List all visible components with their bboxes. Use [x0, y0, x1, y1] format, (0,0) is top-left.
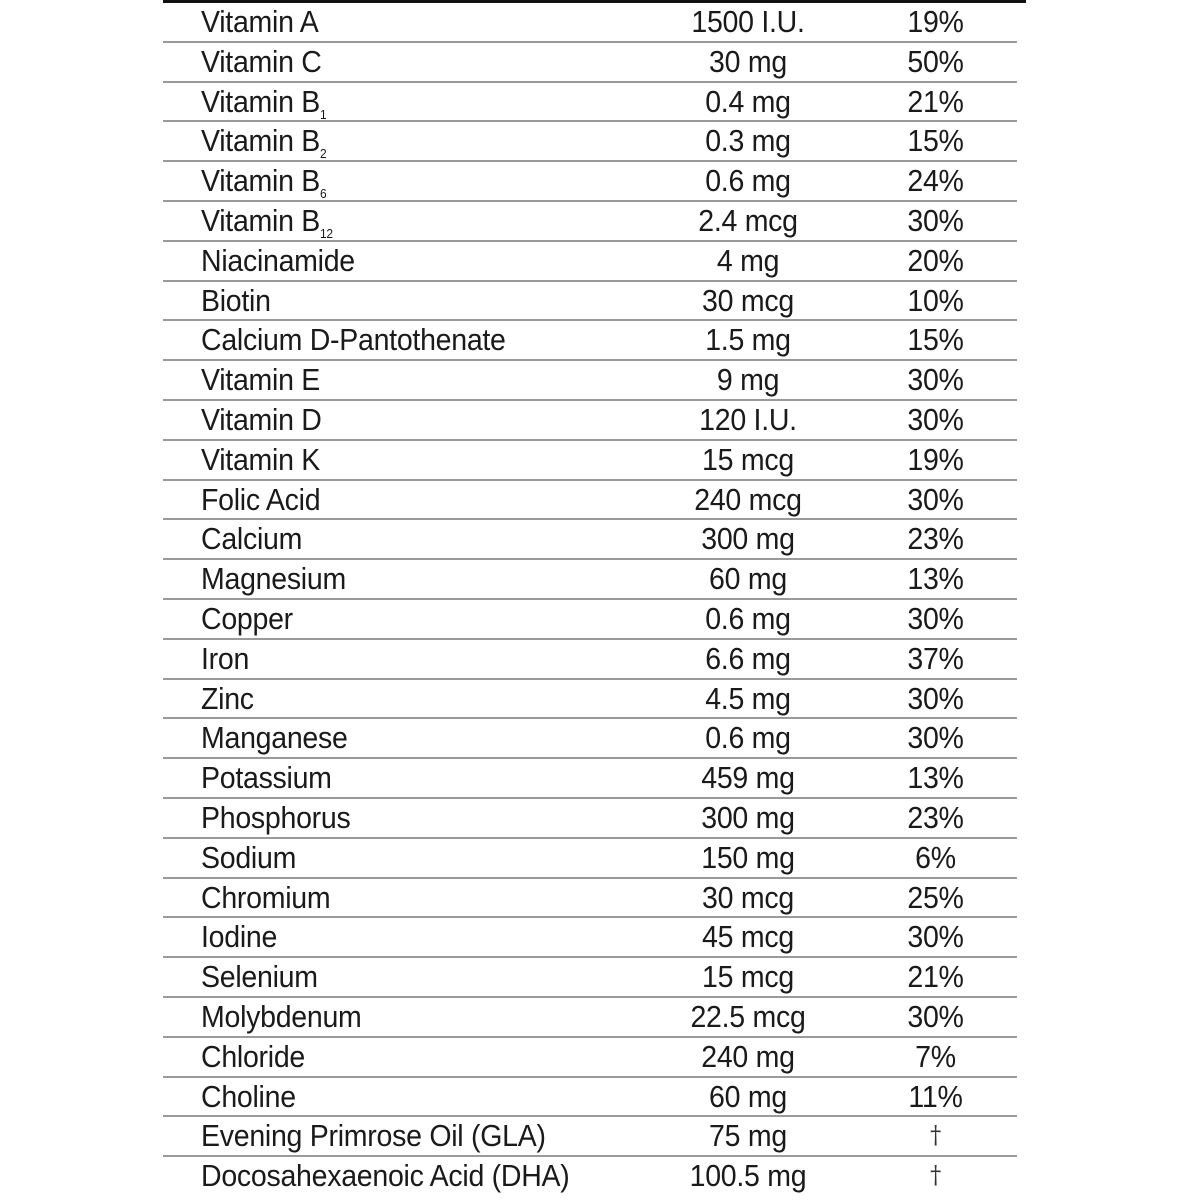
nutrient-name: Iron [201, 640, 250, 676]
table-row [163, 560, 1017, 600]
nutrient-name: Vitamin E [201, 362, 321, 398]
amount-per-serving: 300 mg [701, 521, 795, 557]
daily-value: 30% [907, 919, 964, 955]
table-row [163, 282, 1017, 322]
table-row [163, 799, 1017, 839]
daily-value: 10% [907, 282, 964, 318]
daily-value: 30% [907, 998, 964, 1034]
nutrient-name: Molybdenum [201, 998, 362, 1034]
daily-value: 21% [907, 959, 964, 995]
table-row [163, 879, 1017, 919]
amount-per-serving: 150 mg [701, 839, 795, 875]
table-row [163, 481, 1017, 521]
table-row [163, 600, 1017, 640]
amount-per-serving: 4.5 mg [705, 680, 791, 716]
table-row [163, 361, 1017, 401]
daily-value: 25% [907, 879, 964, 915]
table-row [163, 998, 1017, 1038]
amount-per-serving: 240 mcg [694, 481, 802, 517]
nutrient-name: Phosphorus [201, 799, 351, 835]
daily-value: 30% [907, 481, 964, 517]
daily-value: 23% [907, 799, 964, 835]
daily-value: 19% [907, 441, 964, 477]
amount-per-serving: 1500 I.U. [691, 4, 805, 39]
nutrient-name: Vitamin $B_6$ [201, 163, 327, 202]
amount-per-serving: 0.6 mg [705, 600, 791, 636]
nutrient-name: Vitamin $B_{12}$ [201, 202, 333, 241]
daily-value: 7% [915, 1038, 956, 1074]
nutrient-name: Vitamin C [201, 43, 322, 79]
amount-per-serving: 0.6 mg [705, 163, 791, 199]
amount-per-serving: 4 mg [716, 242, 780, 278]
dagger-footnote-icon: † [930, 1161, 941, 1190]
amount-per-serving: 22.5 mcg [690, 998, 806, 1034]
table-row [163, 520, 1017, 560]
nutrient-name: Vitamin D [201, 401, 322, 437]
nutrient-name: Iodine [201, 919, 278, 955]
amount-per-serving: 60 mg [709, 561, 787, 597]
dagger-footnote-icon: † [930, 1121, 941, 1150]
nutrient-name: Niacinamide [201, 242, 355, 278]
table-row [163, 242, 1017, 282]
daily-value: 30% [907, 202, 964, 238]
amount-per-serving: 30 mcg [702, 879, 794, 915]
daily-value: 24% [907, 163, 964, 199]
nutrient-name: Chromium [201, 879, 331, 915]
daily-value: 20% [907, 242, 964, 278]
daily-value: 50% [907, 43, 964, 79]
table-row [163, 918, 1017, 958]
nutrient-name: Vitamin $B_2$ [201, 123, 327, 162]
daily-value: 21% [907, 83, 964, 119]
nutrient-name: Vitamin K [201, 441, 321, 477]
daily-value: 30% [907, 680, 964, 716]
amount-per-serving: 60 mg [709, 1078, 787, 1114]
amount-per-serving: 0.4 mg [705, 83, 791, 119]
table-row [163, 43, 1017, 83]
daily-value: 30% [907, 362, 964, 398]
daily-value: 13% [907, 760, 964, 796]
nutrient-name: Vitamin $B_1$ [201, 83, 327, 122]
table-row [163, 1157, 1017, 1195]
nutrient-name: Zinc [201, 680, 254, 716]
table-row [163, 1117, 1017, 1157]
nutrient-name: Evening Primrose Oil (GLA) [201, 1118, 546, 1154]
table-row [163, 958, 1017, 998]
daily-value: 6% [915, 839, 956, 875]
nutrient-name: Copper [201, 600, 293, 636]
nutrient-name: Biotin [201, 282, 271, 318]
table-row [163, 839, 1017, 879]
nutrient-name: Sodium [201, 839, 297, 875]
table-row [163, 759, 1017, 799]
amount-per-serving: 30 mg [709, 43, 787, 79]
amount-per-serving: 15 mcg [702, 959, 794, 995]
table-row [163, 719, 1017, 759]
amount-per-serving: 459 mg [701, 760, 795, 796]
nutrient-name: Chloride [201, 1038, 306, 1074]
table-row [163, 1078, 1017, 1118]
amount-per-serving: 120 I.U. [699, 401, 797, 437]
amount-per-serving: 45 mcg [702, 919, 794, 955]
table-row [163, 3, 1017, 43]
amount-per-serving: 240 mg [701, 1038, 795, 1074]
nutrient-name: Calcium [201, 521, 303, 557]
amount-per-serving: 75 mg [709, 1118, 787, 1154]
nutrient-name: Selenium [201, 959, 318, 995]
table-row [163, 202, 1017, 242]
amount-per-serving: 1.5 mg [705, 322, 791, 358]
nutrient-name: Folic Acid [201, 481, 321, 517]
amount-per-serving: 15 mcg [702, 441, 794, 477]
nutrient-name: Vitamin A [201, 4, 319, 39]
daily-value: 30% [907, 600, 964, 636]
supplement-facts-table [163, 3, 1017, 1195]
nutrient-name: Calcium D-Pantothenate [201, 322, 506, 358]
table-row [163, 401, 1017, 441]
table-row [163, 441, 1017, 481]
table-row [163, 122, 1017, 162]
nutrient-name: Manganese [201, 720, 348, 756]
daily-value: 13% [907, 561, 964, 597]
nutrient-name: Magnesium [201, 561, 346, 597]
amount-per-serving: 30 mcg [702, 282, 794, 318]
amount-per-serving: 6.6 mg [705, 640, 791, 676]
nutrient-name: Docosahexaenoic Acid (DHA) [201, 1158, 570, 1194]
table-row [163, 1038, 1017, 1078]
table-row [163, 680, 1017, 720]
daily-value: 23% [907, 521, 964, 557]
amount-per-serving: 9 mg [716, 362, 780, 398]
amount-per-serving: 100.5 mg [689, 1158, 807, 1194]
amount-per-serving: 0.6 mg [705, 720, 791, 756]
daily-value: 11% [908, 1078, 963, 1114]
table-row [163, 321, 1017, 361]
table-row [163, 83, 1017, 123]
amount-per-serving: 300 mg [701, 799, 795, 835]
nutrient-name: Potassium [201, 760, 332, 796]
daily-value: 15% [907, 322, 964, 358]
table-row [163, 162, 1017, 202]
daily-value: 37% [907, 640, 964, 676]
nutrient-name: Choline [201, 1078, 296, 1114]
amount-per-serving: 0.3 mg [705, 123, 791, 159]
table-row [163, 640, 1017, 680]
daily-value: 30% [907, 401, 964, 437]
daily-value: 19% [907, 4, 964, 39]
daily-value: 15% [907, 123, 964, 159]
amount-per-serving: 2.4 mcg [698, 202, 798, 238]
daily-value: 30% [907, 720, 964, 756]
